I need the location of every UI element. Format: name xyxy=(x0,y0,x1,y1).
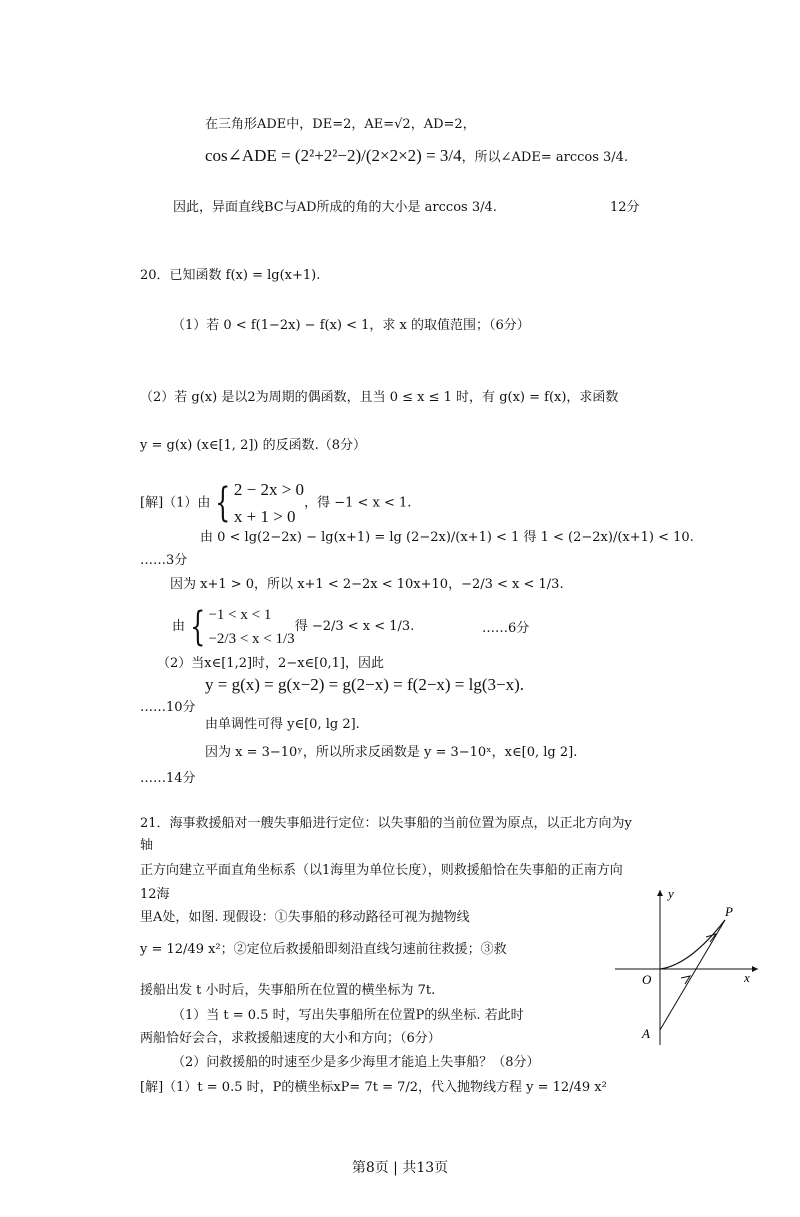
point-p-label: P xyxy=(725,904,733,919)
origin-label: O xyxy=(642,972,652,987)
q20-score-6: ……6分 xyxy=(482,621,530,636)
prev-line3-score: 12分 xyxy=(610,200,640,215)
q20-sol-mono: 由单调性可得 y∈[0, lg 2]. xyxy=(205,717,360,732)
q21-line3: 正方向建立平面直角坐标系（以1海里为单位长度），则救援船恰在失事船的正南方向 xyxy=(140,863,623,878)
q21-line8: （1）当 t = 0.5 时，写出失事船所在位置P的纵坐标. 若此时 xyxy=(172,1008,524,1023)
q20-sol-p2-head: （2）当x∈[1,2]时，2−x∈[0,1]，因此 xyxy=(157,656,384,671)
q20-part2a: （2）若 g(x) 是以2为周期的偶函数，且当 0 ≤ x ≤ 1 时，有 g(x) = f(x)，求函数 xyxy=(140,390,619,405)
q20-sol-p2-eq: y = g(x) = g(x−2) = g(2−x) = f(2−x) = lg(3−x). xyxy=(205,675,525,694)
sol-label: [解]（1）由 xyxy=(140,495,211,511)
x-label: x xyxy=(744,970,750,985)
system-2 xyxy=(208,603,294,651)
system-1 xyxy=(234,476,304,530)
system-1-result: ，得 −1 < x < 1. xyxy=(304,495,412,511)
y-label: y xyxy=(668,886,674,901)
coordinate-figure xyxy=(610,880,770,1050)
q21-line2: 轴 xyxy=(140,838,154,853)
prev-line3: 因此，异面直线BC与AD所成的角的大小是 arccos 3/4. xyxy=(173,200,497,215)
q20-sol-line1 xyxy=(140,476,411,530)
q20-sol-line4: 由 { −1 < x < 1 −2/3 < x < 1/3 得 −2/3 < x < 1/3. xyxy=(172,604,415,650)
prev-line2 xyxy=(205,146,628,166)
q20-stem: 20．已知函数 f(x) = lg(x+1). xyxy=(140,268,321,283)
system-brace-2: { xyxy=(190,604,206,650)
q21-line9: 两船恰好会合，求救援船速度的大小和方向；（6分） xyxy=(140,1031,441,1046)
cos-formula: cos∠ADE = (2²+2²−2)/(2×2×2) = 3/4 xyxy=(205,146,462,165)
q20-score-3: ……3分 xyxy=(140,553,188,568)
q21-line10: （2）问救援船的时速至少是多少海里才能追上失事船？（8分） xyxy=(172,1055,540,1070)
rescue-arrow-icon xyxy=(681,976,690,984)
q20-part2b: y = g(x) (x∈[1, 2]) 的反函数.（8分） xyxy=(140,438,367,453)
q20-score-14: ……14分 xyxy=(140,771,196,786)
system-2-result: 得 −2/3 < x < 1/3. xyxy=(294,619,415,635)
system-1-row-b: x + 1 > 0 xyxy=(233,507,296,527)
rescue-path xyxy=(660,920,725,1030)
q21-line6: y = 12/49 x²；②定位后救援船即刻沿直线匀速前往救援；③救 xyxy=(140,942,507,957)
q20-sol-inv: 因为 x = 3−10ʸ，所以所求反函数是 y = 3−10ˣ，x∈[0, lg 2]. xyxy=(205,745,578,760)
system-1-row-a: 2 − 2x > 0 xyxy=(233,480,305,499)
q21-line11: [解]（1）t = 0.5 时，P的横坐标xP= 7t = 7/2，代入抛物线方程 y = 12/49 x² xyxy=(140,1080,607,1095)
page-footer: 第8页 | 共13页 xyxy=(351,1160,449,1176)
parabola-path xyxy=(660,920,725,969)
system-brace: { xyxy=(215,480,231,527)
q21-line5: 里A处，如图. 现假设：①失事船的移动路径可视为抛物线 xyxy=(140,910,470,925)
q21-line1: 21．海事救援船对一艘失事船进行定位：以失事船的当前位置为原点，以正北方向为y xyxy=(140,816,632,831)
system-2-row-a: −1 < x < 1 xyxy=(208,607,272,623)
prev-line2-text: ，所以∠ADE= arccos 3/4. xyxy=(461,150,629,165)
q20-sol-line3: 因为 x+1 > 0，所以 x+1 < 2−2x < 10x+10，−2/3 < x < 1/3. xyxy=(170,577,564,592)
q20-score-10: ……10分 xyxy=(140,700,196,715)
q20-sol-line2: 由 0 < lg(2−2x) − lg(x+1) = lg (2−2x)/(x+1) < 1 得 1 < (2−2x)/(x+1) < 10. xyxy=(200,530,694,545)
point-a-label: A xyxy=(642,1026,650,1041)
q21-line7: 援船出发 t 小时后，失事船所在位置的横坐标为 7t. xyxy=(140,983,436,998)
system-2-row-b: −2/3 < x < 1/3 xyxy=(208,631,295,647)
prev-line1: 在三角形ADE中，DE=2，AE=√2，AD=2， xyxy=(205,117,476,132)
q20-part1: （1）若 0 < f(1−2x) − f(x) < 1，求 x 的取值范围；（6分） xyxy=(172,318,530,333)
q21-line4: 12海 xyxy=(140,887,170,902)
